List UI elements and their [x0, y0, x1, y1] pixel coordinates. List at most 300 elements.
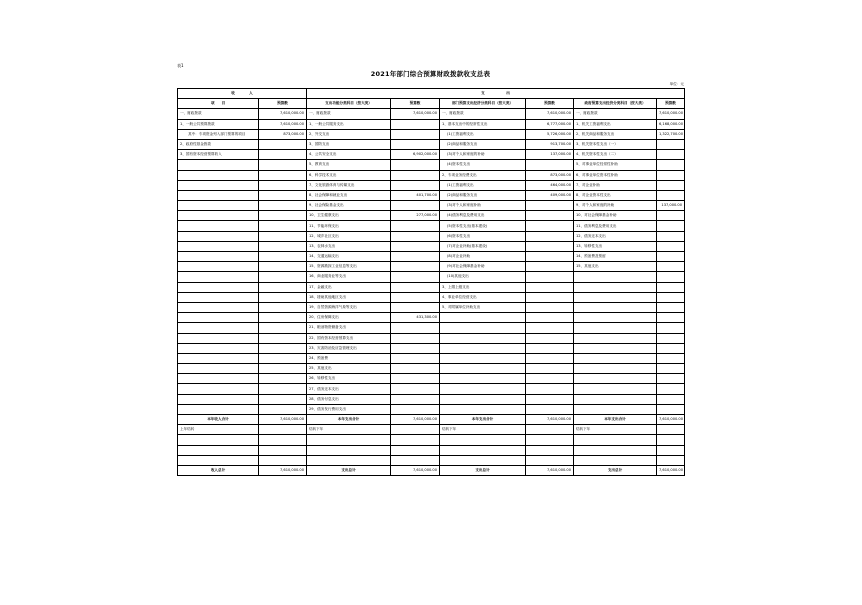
table-row — [178, 364, 685, 374]
econ-gov-amount-cell — [657, 252, 685, 262]
econ-dept-item-cell: (2)商品和服务支出 — [440, 190, 526, 200]
econ-dept-item-cell: (9)对社会保障基金补助 — [440, 262, 526, 272]
econ-dept-item-cell: 本年支出合计 — [440, 415, 526, 425]
blank-row — [178, 435, 685, 445]
blank-cell — [574, 445, 657, 455]
table-row — [178, 150, 685, 160]
income-amount-cell — [259, 394, 307, 404]
func-item-cell: 27、债务还本支出 — [307, 384, 391, 394]
blank-cell — [526, 445, 574, 455]
econ-dept-item-cell: 1、基本支出中的经常性支出 — [440, 119, 526, 129]
econ-dept-item-cell: (3)对个人和家庭补助 — [440, 201, 526, 211]
econ-dept-item-cell: (2)商品和服务支出 — [440, 139, 526, 149]
econ-dept-amount-cell — [526, 425, 574, 435]
econ-gov-amount-cell — [657, 302, 685, 312]
budget-table — [177, 88, 685, 476]
econ-gov-amount-cell — [657, 150, 685, 160]
income-item-cell — [178, 201, 259, 211]
econ-gov-item-cell — [574, 384, 657, 394]
func-item-cell: 4、公共安全支出 — [307, 150, 391, 160]
econ-gov-item-cell — [574, 292, 657, 302]
econ-gov-amount-cell — [657, 333, 685, 343]
blank-cell — [307, 455, 391, 465]
table-row — [178, 109, 685, 119]
blank-cell — [391, 455, 440, 465]
income-amount-cell: 7,610,000.00 — [259, 119, 307, 129]
func-amount-cell — [391, 272, 440, 282]
income-item-cell — [178, 282, 259, 292]
blank-cell — [440, 455, 526, 465]
econ-dept-amount-cell — [526, 343, 574, 353]
blank-cell — [574, 435, 657, 445]
income-amount-cell — [259, 180, 307, 190]
income-amount-cell — [259, 292, 307, 302]
func-amount-cell — [391, 302, 440, 312]
income-item-cell — [178, 221, 259, 231]
econ-gov-amount-cell — [657, 292, 685, 302]
func-amount-cell — [391, 292, 440, 302]
func-amount-cell — [391, 282, 440, 292]
econ-gov-amount-cell — [657, 343, 685, 353]
func-amount-cell: 7,610,000.00 — [391, 109, 440, 119]
table-row — [178, 313, 685, 323]
func-item-cell: 13、农林水支出 — [307, 241, 391, 251]
econ-gov-amount-cell — [657, 190, 685, 200]
blank-cell — [526, 435, 574, 445]
income-item-cell — [178, 262, 259, 272]
econ-gov-amount-cell — [657, 364, 685, 374]
econ-dept-item-cell: (10)其他支出 — [440, 272, 526, 282]
econ-dept-amount-cell: 7,610,000.00 — [526, 415, 574, 425]
econ-gov-amount-cell — [657, 160, 685, 170]
blank-row — [178, 445, 685, 455]
econ-dept-item-cell — [440, 353, 526, 363]
econ-gov-item-cell: 14、预备费及预留 — [574, 252, 657, 262]
econ-dept-amount-cell — [526, 272, 574, 282]
econ-gov-amount-cell — [657, 211, 685, 221]
econ-gov-amount-cell — [657, 374, 685, 384]
econ-gov-amount-cell — [657, 425, 685, 435]
table-row — [178, 384, 685, 394]
func-item-cell: 26、转移性支出 — [307, 374, 391, 384]
func-amount-cell — [391, 180, 440, 190]
econ-dept-item-cell: (4)债务利息及费用支出 — [440, 211, 526, 221]
income-amount-cell — [259, 282, 307, 292]
func-item-cell: 16、商业服务业等支出 — [307, 272, 391, 282]
income-item-cell — [178, 333, 259, 343]
income-item-cell: 其中：专项资金列入部门预算的项目 — [178, 129, 259, 139]
income-item-cell — [178, 364, 259, 374]
col-budget-header: 预算数 — [526, 99, 574, 109]
econ-gov-item-cell — [574, 333, 657, 343]
econ-gov-item-cell: 结转下年 — [574, 425, 657, 435]
func-amount-cell: 277,000.00 — [391, 211, 440, 221]
header-row-2 — [178, 99, 685, 109]
econ-dept-amount-cell: 6,777,000.00 — [526, 119, 574, 129]
func-item-cell: 28、债务付息支出 — [307, 394, 391, 404]
econ-dept-item-cell: (5)资本性支出(基本建设) — [440, 221, 526, 231]
table-row — [178, 119, 685, 129]
func-amount-cell — [391, 404, 440, 414]
table-row — [178, 394, 685, 404]
income-item-cell — [178, 374, 259, 384]
blank-cell — [259, 455, 307, 465]
econ-gov-amount-cell: 1,322,700.00 — [657, 129, 685, 139]
blank-cell — [307, 435, 391, 445]
income-item-cell — [178, 211, 259, 221]
func-amount-cell — [391, 323, 440, 333]
income-amount-cell — [259, 425, 307, 435]
func-amount-cell — [391, 353, 440, 363]
econ-gov-item-cell: 2、机关商品和服务支出 — [574, 129, 657, 139]
econ-gov-item-cell — [574, 282, 657, 292]
income-amount-cell — [259, 211, 307, 221]
econ-dept-item-cell: (3)对个人和家庭的补助 — [440, 150, 526, 160]
income-amount-cell — [259, 272, 307, 282]
func-amount-cell: 431,300.00 — [391, 313, 440, 323]
income-amount-cell — [259, 150, 307, 160]
func-amount-cell: 401,700.00 — [391, 190, 440, 200]
econ-dept-amount-cell: 7,610,000.00 — [526, 465, 574, 475]
func-amount-cell — [391, 364, 440, 374]
table-row — [178, 211, 685, 221]
func-item-cell: 21、粮油物资储备支出 — [307, 323, 391, 333]
income-item-cell: 一、财政拨款 — [178, 109, 259, 119]
func-item-cell: 22、国有资本经营预算支出 — [307, 333, 391, 343]
econ-dept-item-cell — [440, 313, 526, 323]
col-econ-dept-header: 部门预算支出经济分类科目（按大类） — [440, 99, 526, 109]
econ-gov-item-cell: 本年支出合计 — [574, 415, 657, 425]
income-item-cell — [178, 404, 259, 414]
econ-dept-item-cell — [440, 333, 526, 343]
econ-dept-amount-cell — [526, 394, 574, 404]
table-row — [178, 221, 685, 231]
income-item-cell — [178, 241, 259, 251]
income-amount-cell — [259, 252, 307, 262]
econ-gov-amount-cell: 7,610,000.00 — [657, 465, 685, 475]
income-item-cell — [178, 313, 259, 323]
income-item-cell — [178, 180, 259, 190]
table-row — [178, 190, 685, 200]
income-amount-cell — [259, 221, 307, 231]
table-row — [178, 272, 685, 282]
econ-gov-amount-cell — [657, 384, 685, 394]
func-amount-cell — [391, 241, 440, 251]
econ-dept-amount-cell: 7,610,000.00 — [526, 109, 574, 119]
table-row — [178, 231, 685, 241]
func-amount-cell — [391, 333, 440, 343]
income-amount-cell — [259, 333, 307, 343]
income-item-cell: 上年结转 — [178, 425, 259, 435]
econ-gov-amount-cell — [657, 323, 685, 333]
income-item-cell: 1、一般公共预算拨款 — [178, 119, 259, 129]
income-amount-cell — [259, 404, 307, 414]
income-amount-cell — [259, 231, 307, 241]
econ-dept-item-cell: 一、财政拨款 — [440, 109, 526, 119]
econ-gov-item-cell: 7、对企业补助 — [574, 180, 657, 190]
func-item-cell: 10、卫生健康支出 — [307, 211, 391, 221]
income-amount-cell — [259, 353, 307, 363]
income-amount-cell — [259, 201, 307, 211]
table-row — [178, 241, 685, 251]
blank-cell — [178, 445, 259, 455]
blank-cell — [178, 435, 259, 445]
total-row — [178, 465, 685, 475]
econ-gov-item-cell — [574, 374, 657, 384]
func-item-cell: 7、文化旅游体育与传媒支出 — [307, 180, 391, 190]
income-item-cell: 本年收入合计 — [178, 415, 259, 425]
func-item-cell: 24、预备费 — [307, 353, 391, 363]
econ-dept-amount-cell: 913,700.00 — [526, 139, 574, 149]
econ-gov-amount-cell — [657, 139, 685, 149]
income-amount-cell: 7,610,000.00 — [259, 465, 307, 475]
econ-dept-amount-cell — [526, 201, 574, 211]
econ-dept-item-cell: (7)对企业补助(基本建设) — [440, 241, 526, 251]
blank-cell — [440, 435, 526, 445]
econ-dept-item-cell: 支出总计 — [440, 465, 526, 475]
func-amount-cell — [391, 160, 440, 170]
func-item-cell: 25、其他支出 — [307, 364, 391, 374]
income-amount-cell — [259, 139, 307, 149]
table-row — [178, 282, 685, 292]
expense-header: 支 出 — [307, 89, 685, 99]
col-budget-header: 预算数 — [259, 99, 307, 109]
income-header: 收 入 — [178, 89, 307, 99]
econ-gov-amount-cell — [657, 282, 685, 292]
econ-gov-item-cell: 11、债务利息及费用支出 — [574, 221, 657, 231]
func-amount-cell — [391, 221, 440, 231]
blank-cell — [657, 435, 685, 445]
income-amount-cell — [259, 364, 307, 374]
func-amount-cell — [391, 129, 440, 139]
income-amount-cell — [259, 374, 307, 384]
econ-gov-item-cell: 一、财政拨款 — [574, 109, 657, 119]
func-item-cell: 29、债务发行费用支出 — [307, 404, 391, 414]
func-item-cell: 19、自然资源海洋气象等支出 — [307, 302, 391, 312]
func-item-cell: 2、外交支出 — [307, 129, 391, 139]
econ-dept-amount-cell: 464,000.00 — [526, 180, 574, 190]
income-item-cell: 2、政府性基金拨款 — [178, 139, 259, 149]
income-item-cell — [178, 343, 259, 353]
econ-gov-item-cell: 12、债务还本支出 — [574, 231, 657, 241]
func-amount-cell — [391, 231, 440, 241]
econ-gov-item-cell: 6、对事业单位资本性补助 — [574, 170, 657, 180]
econ-gov-amount-cell: 7,610,000.00 — [657, 415, 685, 425]
econ-dept-amount-cell — [526, 302, 574, 312]
econ-gov-item-cell — [574, 272, 657, 282]
func-item-cell: 支出总计 — [307, 465, 391, 475]
subtotal-row — [178, 415, 685, 425]
func-amount-cell — [391, 384, 440, 394]
income-item-cell — [178, 323, 259, 333]
income-item-cell — [178, 394, 259, 404]
income-amount-cell — [259, 241, 307, 251]
econ-gov-item-cell — [574, 323, 657, 333]
blank-cell — [657, 445, 685, 455]
func-item-cell: 本年支出合计 — [307, 415, 391, 425]
econ-gov-amount-cell — [657, 394, 685, 404]
blank-cell — [391, 445, 440, 455]
econ-dept-amount-cell — [526, 262, 574, 272]
econ-gov-amount-cell — [657, 231, 685, 241]
func-amount-cell: 6,902,000.00 — [391, 150, 440, 160]
col-budget-header: 预算数 — [391, 99, 440, 109]
col-budget-header: 预算数 — [657, 99, 685, 109]
func-amount-cell — [391, 170, 440, 180]
econ-gov-amount-cell — [657, 272, 685, 282]
blank-cell — [657, 455, 685, 465]
income-item-cell — [178, 302, 259, 312]
income-amount-cell: 7,610,000.00 — [259, 415, 307, 425]
col-item-header: 项 目 — [178, 99, 259, 109]
income-amount-cell — [259, 190, 307, 200]
econ-gov-amount-cell — [657, 313, 685, 323]
func-item-cell: 23、灾害防治及应急管理支出 — [307, 343, 391, 353]
header-row-1 — [178, 89, 685, 99]
func-item-cell: 5、教育支出 — [307, 160, 391, 170]
income-amount-cell — [259, 262, 307, 272]
econ-gov-item-cell: 3、机关资本性支出（一） — [574, 139, 657, 149]
func-amount-cell — [391, 201, 440, 211]
func-amount-cell — [391, 262, 440, 272]
col-func-header: 支出功能分类科目（按大类） — [307, 99, 391, 109]
econ-dept-amount-cell: 137,000.00 — [526, 150, 574, 160]
econ-dept-amount-cell — [526, 231, 574, 241]
blank-cell — [178, 455, 259, 465]
econ-dept-amount-cell — [526, 404, 574, 414]
income-amount-cell — [259, 323, 307, 333]
table-row — [178, 323, 685, 333]
econ-dept-amount-cell — [526, 221, 574, 231]
econ-dept-item-cell: 5、对附属单位补助支出 — [440, 302, 526, 312]
econ-dept-amount-cell — [526, 364, 574, 374]
table-row — [178, 374, 685, 384]
econ-gov-item-cell: 支出总计 — [574, 465, 657, 475]
table-row — [178, 170, 685, 180]
econ-dept-amount-cell: 409,000.00 — [526, 190, 574, 200]
econ-gov-item-cell — [574, 302, 657, 312]
econ-gov-item-cell: 9、对个人和家庭的补助 — [574, 201, 657, 211]
func-item-cell: 1、一般公共服务支出 — [307, 119, 391, 129]
income-item-cell — [178, 170, 259, 180]
func-amount-cell — [391, 343, 440, 353]
table-row — [178, 404, 685, 414]
econ-dept-item-cell: 3、上缴上级支出 — [440, 282, 526, 292]
income-item-cell — [178, 252, 259, 262]
econ-dept-item-cell: 4、事业单位经营支出 — [440, 292, 526, 302]
econ-dept-amount-cell — [526, 353, 574, 363]
func-item-cell: 6、科学技术支出 — [307, 170, 391, 180]
econ-gov-item-cell — [574, 343, 657, 353]
func-item-cell: 9、社会保险基金支出 — [307, 201, 391, 211]
income-amount-cell — [259, 384, 307, 394]
report-title: 2021年部门综合预算财政拨款收支总表 — [370, 70, 491, 78]
econ-gov-amount-cell — [657, 170, 685, 180]
econ-gov-item-cell — [574, 313, 657, 323]
econ-gov-amount-cell: 137,000.00 — [657, 201, 685, 211]
econ-dept-item-cell — [440, 404, 526, 414]
income-item-cell — [178, 353, 259, 363]
func-item-cell: 结转下年 — [307, 425, 391, 435]
econ-dept-item-cell: (1)工资福利支出 — [440, 180, 526, 190]
blank-cell — [259, 435, 307, 445]
func-item-cell: 8、社会保障和就业支出 — [307, 190, 391, 200]
econ-dept-amount-cell — [526, 160, 574, 170]
table-row — [178, 302, 685, 312]
carry-row — [178, 425, 685, 435]
econ-gov-item-cell: 1、机关工资福利支出 — [574, 119, 657, 129]
func-amount-cell: 7,610,000.00 — [391, 465, 440, 475]
table-row — [178, 262, 685, 272]
income-amount-cell — [259, 343, 307, 353]
func-item-cell: 11、节能环保支出 — [307, 221, 391, 231]
econ-dept-item-cell: 结转下年 — [440, 425, 526, 435]
blank-cell — [391, 435, 440, 445]
table-row — [178, 201, 685, 211]
income-amount-cell: 7,610,000.00 — [259, 109, 307, 119]
income-item-cell — [178, 190, 259, 200]
blank-cell — [526, 455, 574, 465]
table-row — [178, 292, 685, 302]
econ-gov-item-cell — [574, 394, 657, 404]
func-item-cell: 一、财政拨款 — [307, 109, 391, 119]
blank-cell — [574, 455, 657, 465]
econ-dept-item-cell — [440, 384, 526, 394]
econ-dept-amount-cell — [526, 323, 574, 333]
func-amount-cell — [391, 119, 440, 129]
econ-dept-amount-cell: 873,000.00 — [526, 170, 574, 180]
table-row — [178, 353, 685, 363]
col-econ-gov-header: 政府预算支出经济分类科目（按大类） — [574, 99, 657, 109]
econ-gov-item-cell: 5、对事业单位经常性补助 — [574, 160, 657, 170]
econ-gov-item-cell — [574, 404, 657, 414]
econ-gov-amount-cell — [657, 241, 685, 251]
econ-gov-item-cell: 15、其他支出 — [574, 262, 657, 272]
income-amount-cell — [259, 302, 307, 312]
econ-gov-item-cell: 8、对企业资本性支出 — [574, 190, 657, 200]
income-amount-cell — [259, 313, 307, 323]
econ-gov-item-cell: 13、转移性支出 — [574, 241, 657, 251]
func-amount-cell — [391, 394, 440, 404]
econ-dept-item-cell: (4)资本性支出 — [440, 160, 526, 170]
table-row — [178, 160, 685, 170]
econ-dept-item-cell — [440, 374, 526, 384]
func-item-cell: 20、住房保障支出 — [307, 313, 391, 323]
econ-gov-item-cell: 4、机关资本性支出（二） — [574, 150, 657, 160]
econ-dept-amount-cell — [526, 292, 574, 302]
blank-cell — [440, 445, 526, 455]
func-item-cell: 12、城乡社区支出 — [307, 231, 391, 241]
econ-gov-item-cell — [574, 364, 657, 374]
income-item-cell — [178, 384, 259, 394]
econ-dept-item-cell: (8)对企业补助 — [440, 252, 526, 262]
econ-gov-amount-cell — [657, 221, 685, 231]
income-amount-cell — [259, 160, 307, 170]
income-amount-cell — [259, 170, 307, 180]
econ-dept-amount-cell — [526, 384, 574, 394]
econ-dept-amount-cell — [526, 252, 574, 262]
func-item-cell: 14、交通运输支出 — [307, 252, 391, 262]
blank-cell — [259, 445, 307, 455]
func-item-cell: 18、援助其他地区支出 — [307, 292, 391, 302]
econ-gov-item-cell: 10、对社会保障基金补助 — [574, 211, 657, 221]
income-item-cell — [178, 272, 259, 282]
unit-label: 单位：元 — [669, 82, 684, 86]
blank-cell — [307, 445, 391, 455]
income-item-cell: 收入总计 — [178, 465, 259, 475]
income-amount-cell: 873,000.00 — [259, 129, 307, 139]
econ-dept-item-cell: (6)资本性支出 — [440, 231, 526, 241]
